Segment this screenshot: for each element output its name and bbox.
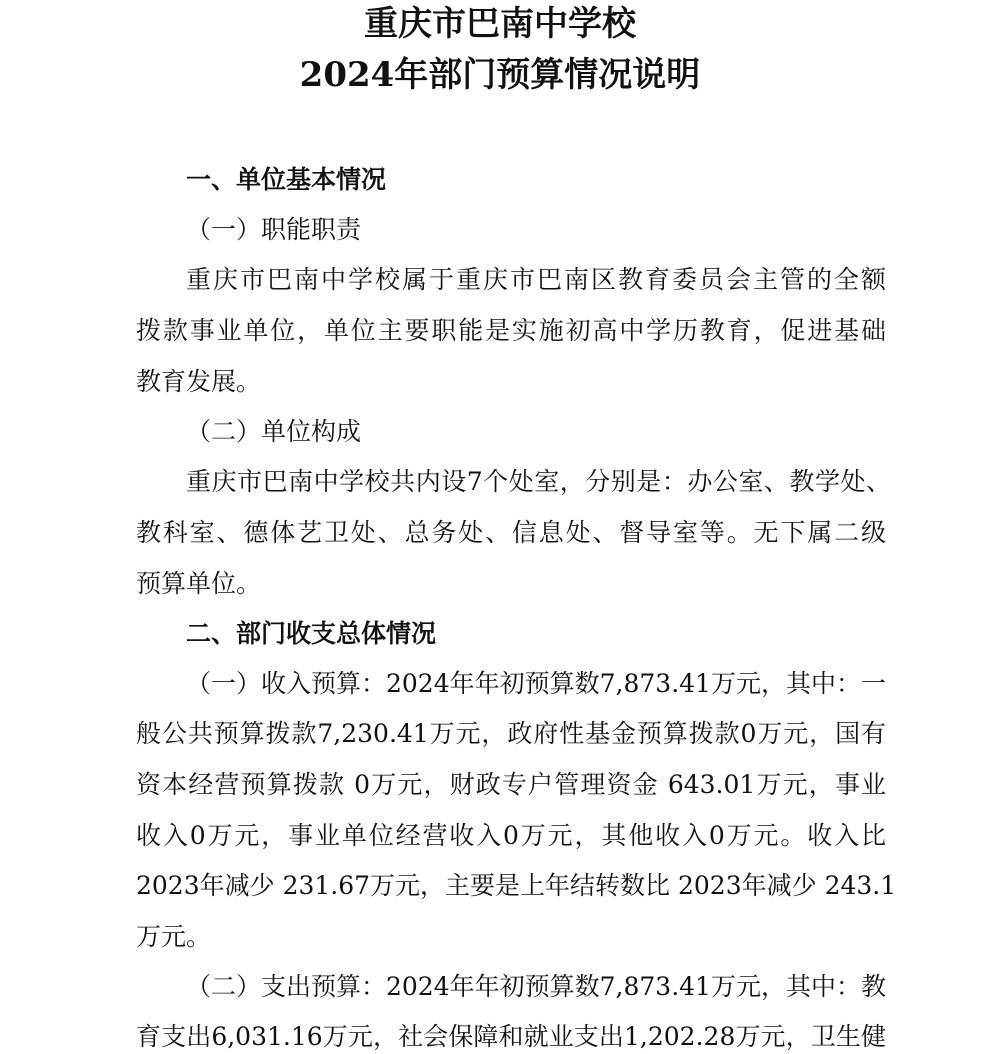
paragraph-line: （二）支出预算：2024年年初预算数7,873.41万元，其中：教 <box>186 972 886 1001</box>
document-title-line-2: 2024年部门预算情况说明 <box>299 55 701 95</box>
paragraph-line: 重庆市巴南中学校属于重庆市巴南区教育委员会主管的全额 <box>186 265 886 294</box>
paragraph-line: 教科室、德体艺卫处、总务处、信息处、督导室等。无下属二级 <box>136 518 886 547</box>
document-title-line-1: 重庆市巴南中学校 <box>364 4 636 44</box>
section-heading-2: 二、部门收支总体情况 <box>186 619 437 648</box>
paragraph-line: （一）收入预算：2024年年初预算数7,873.41万元，其中：一 <box>186 669 886 698</box>
paragraph-line: 般公共预算拨款7,230.41万元，政府性基金预算拨款0万元，国有 <box>136 719 886 748</box>
subsection-heading-structure: （二）单位构成 <box>186 417 362 446</box>
paragraph-line: 2023年减少 231.67万元，主要是上年结转数比 2023年减少 243.1 <box>136 871 897 900</box>
paragraph-line: 万元。 <box>136 922 212 951</box>
section-heading-1: 一、单位基本情况 <box>186 165 387 194</box>
paragraph-line: 拨款事业单位，单位主要职能是实施初高中学历教育，促进基础 <box>136 316 886 345</box>
subsection-heading-functions: （一）职能职责 <box>186 215 362 244</box>
paragraph-line: 教育发展。 <box>136 367 262 396</box>
paragraph-line: 重庆市巴南中学校共内设7个处室，分别是：办公室、教学处、 <box>186 467 891 496</box>
paragraph-line: 资本经营预算拨款 0万元，财政专户管理资金 643.01万元，事业 <box>136 770 886 799</box>
paragraph-line: 收入0万元，事业单位经营收入0万元，其他收入0万元。收入比 <box>136 821 886 850</box>
paragraph-line: 预算单位。 <box>136 569 262 598</box>
paragraph-line: 育支出6,031.16万元，社会保障和就业支出1,202.28万元，卫生健 <box>136 1022 886 1051</box>
